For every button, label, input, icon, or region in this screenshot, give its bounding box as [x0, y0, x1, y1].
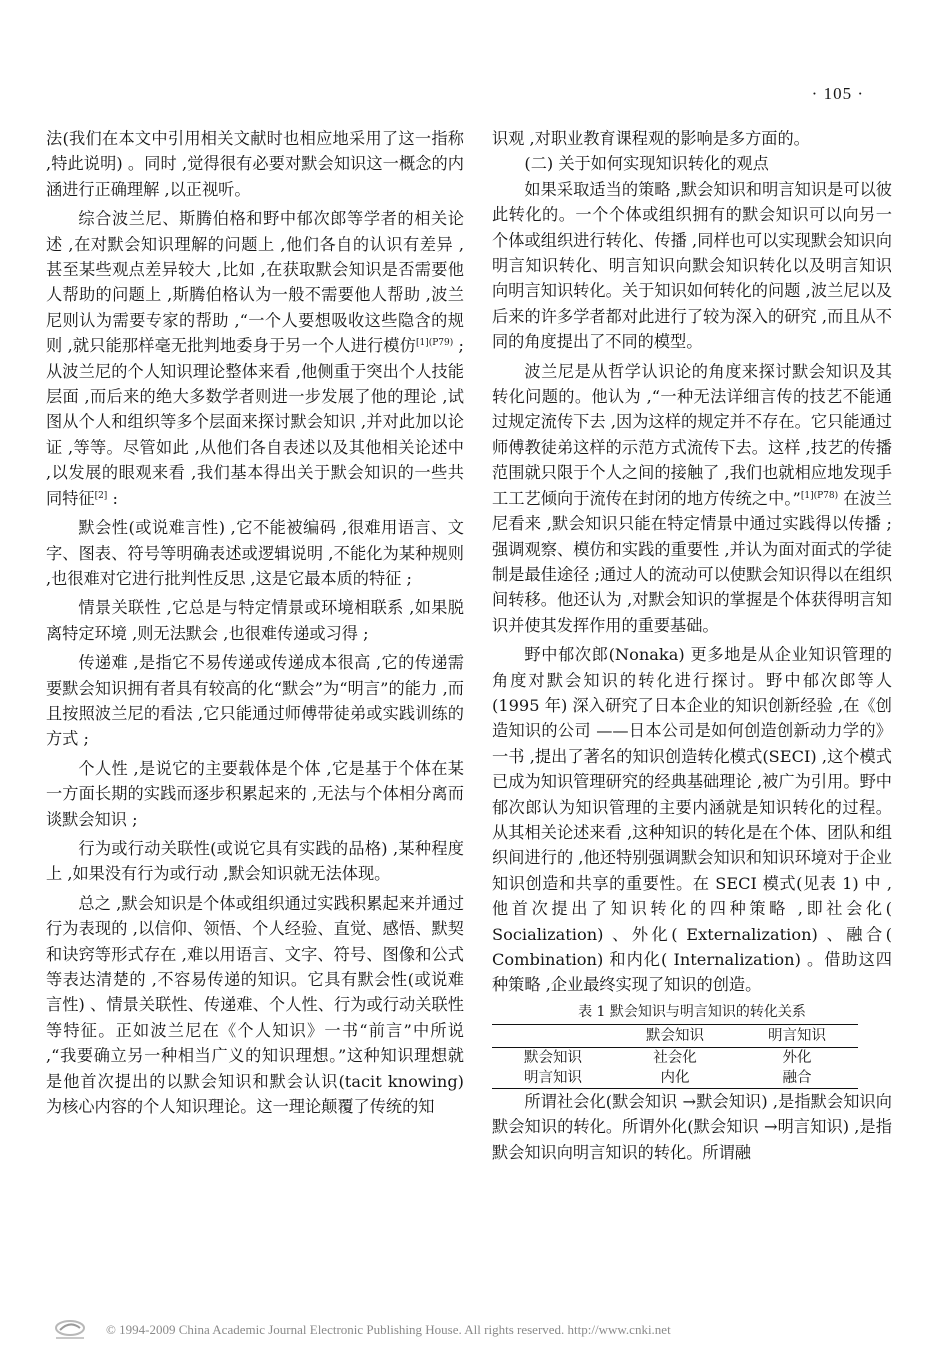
paragraph: 情景关联性 ,它总是与特定情景或环境相联系 ,如果脱离特定环境 ,则无法默会 ,也很难传递或习得 ;: [46, 598, 464, 643]
left-column: [46, 126, 464, 1119]
table-cell: 内化: [660, 1069, 690, 1086]
table-row: [492, 1047, 858, 1068]
paragraph: [46, 206, 464, 511]
paragraph: 如果采取适当的策略 ,默会知识和明言知识是可以彼此转化的。一个个体或组织拥有的默会知识可以向另一个体或组织进行转化、传播 ,同样也可以实现默会知识向明言知识转化、明言知识向默会知识转化以及明言知识向明言知识转化。关于知识如何转化的问题 ,波兰尼以及后来的许多学者都对此进行了较为深入的研究 ,而且从不同的角度提出了不同的模型。: [492, 179, 892, 352]
table-row: [492, 1068, 858, 1089]
paragraph: 总之 ,默会知识是个体或组织通过实践积累起来并通过行为表现的 ,以信仰、领悟、个人经验、直觉、感悟、默契和诀窍等形式存在 ,难以用语言、文字、符号、图像和公式等表达清楚的 ,不容易传递的知识。它具有默会性(或说难言性) 、情景关联性、传递难、个人性、行为或行动关联性等特征。正如波兰尼在《个人知识》一书“前言”中所说 ,“我要确立另一种相当广义的知识理想。”这种知识理想就是他首次提出的以默会知识和默会认识(tacit knowing) 为核心内容的个人知识理论。这一理论颠覆了传统的知: [46, 893, 464, 1117]
page-number: · 105 ·: [811, 84, 864, 103]
paragraph: 法(我们在本文中引用相关文献时也相应地采用了这一指称 ,特此说明) 。同时 ,觉得很有必要对默会知识这一概念的内涵进行正确理解 ,以正视听。: [46, 129, 464, 199]
paragraph-text: 波兰尼是从哲学认识论的角度来探讨默会知识及其转化问题的。他认为 ,“一种无法详细言传的技艺不能通过规定流传下去 ,因为这样的规定并不存在。它只能通过师傅教徒弟这样的示范方式流传下去。这样 ,技艺的传播范围就只限于个人之间的接触了 ,我们也就相应地发现手工工艺倾向于流传在封闭的地方传统之中。”: [492, 361, 892, 508]
table-header-cell: 默会知识: [646, 1027, 704, 1044]
paragraph-text: :: [107, 488, 118, 508]
copyright-text: © 1994-2009 China Academic Journal Electronic Publishing House. All rights reserved. http://www.cnki.net: [106, 1322, 671, 1337]
table-cell: 融合: [782, 1069, 812, 1086]
paragraph-text: 综合波兰尼、斯腾伯格和野中郁次郎等学者的相关论述 ,在对默会知识理解的问题上 ,他们各自的认识有差异 ,甚至某些观点差异较大 ,比如 ,在获取默会知识是否需要他人帮助的问题上 ,斯腾伯格认为一般不需要他人帮助 ,波兰尼则认为需要专家的帮助 ,“一个人要想吸收这些隐含的规则 ,就只能那样毫无批判地委身于另一个人进行模仿: [46, 209, 464, 356]
table-header-cell: 明言知识: [768, 1027, 826, 1044]
citation: [2]: [94, 490, 108, 501]
table-cell: 外化: [782, 1049, 812, 1066]
table-header-cell: [492, 1024, 614, 1047]
paragraph: 传递难 ,是指它不易传递或传递成本很高 ,它的传递需要默会知识拥有者具有较高的化“默会”为“明言”的能力 ,而且按照波兰尼的看法 ,它只能通过师傅带徒弟或实践训练的方式 ;: [46, 653, 464, 749]
conversion-table: [492, 1024, 858, 1089]
table-caption: 表 1 默会知识与明言知识的转化关系: [578, 1003, 806, 1020]
section-heading: (二) 关于如何实现知识转化的观点: [524, 154, 769, 174]
right-column: [492, 126, 892, 1165]
citation: [1](P78): [800, 490, 839, 501]
paragraph: 默会性(或说难言性) ,它不能被编码 ,很难用语言、文字、图表、符号等明确表述或逻辑说明 ,不能化为某种规则 ,也很难对它进行批判性反思 ,这是它最本质的特征 ;: [46, 518, 464, 588]
footer: [0, 1318, 950, 1344]
table-1: [492, 1002, 892, 1089]
table-cell: 默会知识: [524, 1049, 582, 1066]
paragraph: 所谓社会化(默会知识 →默会知识) ,是指默会知识向默会知识的转化。所谓外化(默会知识 →明言知识) ,是指默会知识向明言知识的转化。所谓融: [492, 1091, 892, 1162]
paragraph-text: ;从波兰尼的个人知识理论整体来看 ,他侧重于突出个人技能层面 ,而后来的绝大多数学者则进一步发展了他的理论 ,试图从个人和组织等多个层面来探讨默会知识 ,并对此加以论证 ,等等。尽管如此 ,从他们各自表述以及其他相关论述中 ,以发展的眼观来看 ,我们基本得出关于默会知识的一些共同特征: [46, 336, 464, 508]
paragraph: [492, 359, 892, 638]
table-cell: 社会化: [653, 1049, 697, 1066]
citation: [1](P79): [415, 338, 454, 349]
table-cell: 明言知识: [524, 1069, 582, 1086]
paragraph: 个人性 ,是说它的主要载体是个体 ,它是基于个体在某一方面长期的实践而逐步积累起来的 ,无法与个体相分离而谈默会知识 ;: [46, 758, 464, 829]
table-header-row: [492, 1024, 858, 1047]
paragraph-text: 在波兰尼看来 ,默会知识只能在特定情景中通过实践得以传播 ;强调观察、模仿和实践的重要性 ,并认为面对面式的学徒制是最佳途径 ;通过人的流动可以使默会知识得以在组织间转移。他还认为 ,对默会知识的掌握是个体获得明言知识并使其发挥作用的重要基础。: [492, 488, 892, 635]
cnki-logo-icon: [50, 1318, 90, 1342]
paragraph: 行为或行动关联性(或说它具有实践的品格) ,某种程度上 ,如果没有行为或行动 ,默会知识就无法体现。: [46, 838, 464, 884]
paragraph: 识观 ,对职业教育课程观的影响是多方面的。: [492, 129, 810, 148]
paragraph: 野中郁次郎(Nonaka) 更多地是从企业知识管理的角度对默会知识的转化进行探讨。野中郁次郎等人(1995 年) 深入研究了日本企业的知识创新经验 ,在《创造知识的公司 ——日本公司是如何创造创新动力学的》一书 ,提出了著名的知识创造转化模式(SECI) ,这个模式已成为知识管理研究的经典基础理论 ,被广为引用。野中郁次郎认为知识管理的主要内涵就是知识转化的过程。从其相关论述来看 ,这种知识的转化是在个体、团队和组织间进行的 ,他还特别强调默会知识和知识环境对于企业知识创造和共享的重要性。在 SECI 模式(见表 1) 中 ,他首次提出了知识转化的四种策略 ,即社会化( Socialization) 、外化( Externalization) 、融合( Combination) 和内化( Internalization) 。借助这四种策略 ,企业最终实现了知识的创造。: [492, 645, 892, 995]
